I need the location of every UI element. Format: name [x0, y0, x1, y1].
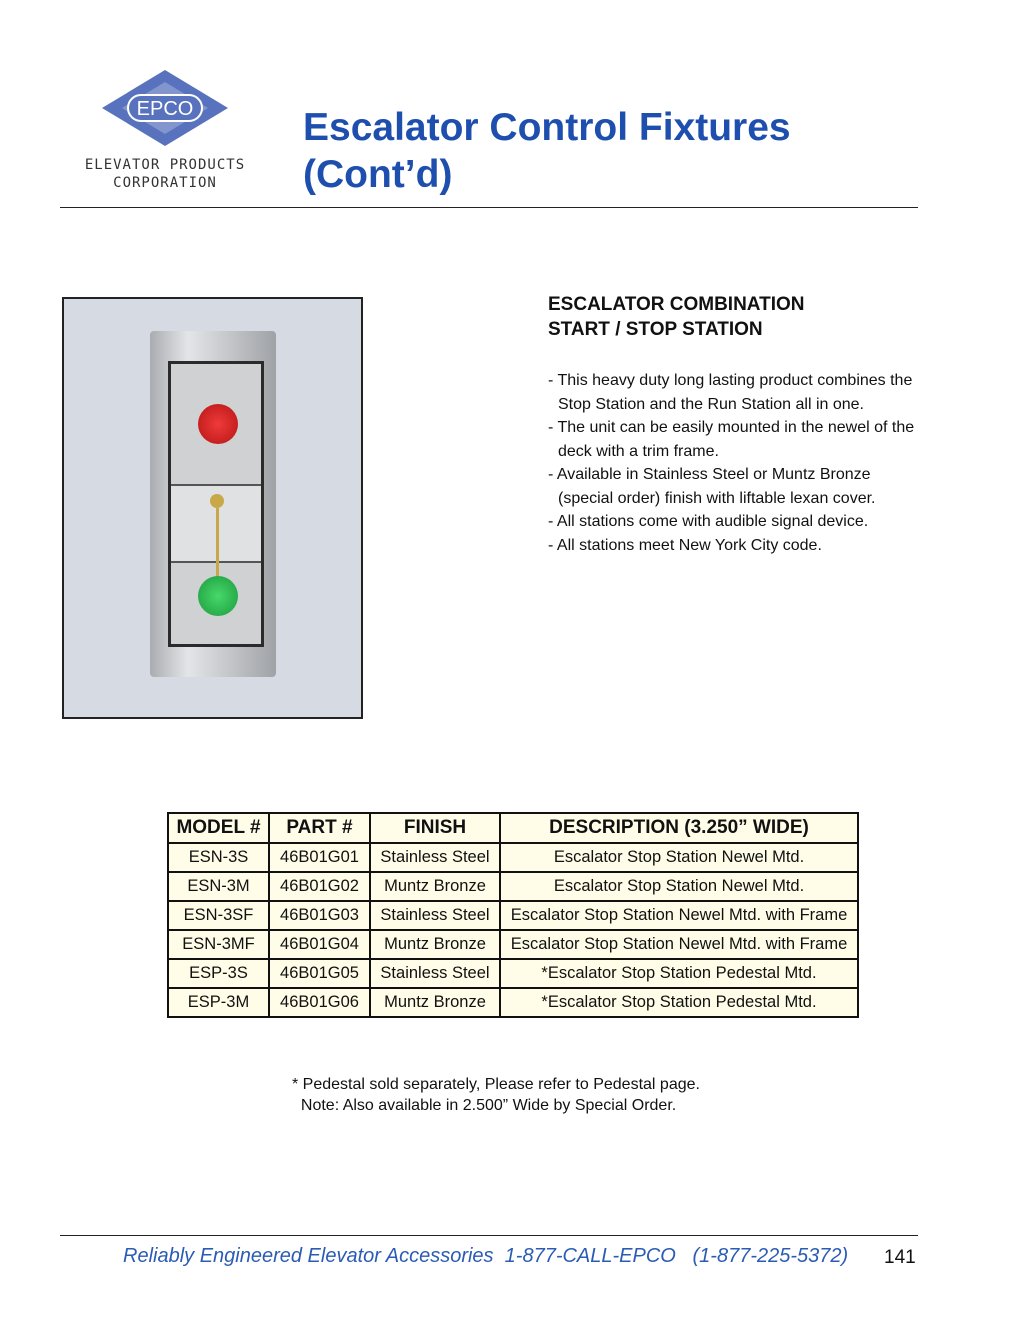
table-row: [168, 872, 858, 901]
footer-divider: [60, 1235, 918, 1236]
table-row: [168, 988, 858, 1017]
footnote: [292, 1074, 700, 1116]
table-row: [168, 930, 858, 959]
logo-line1: ELEVATOR PRODUCTS: [84, 157, 246, 173]
start-button: [198, 576, 238, 616]
epco-diamond-icon: [100, 68, 230, 148]
cell-finish: Stainless Steel: [370, 843, 500, 872]
cell-description: *Escalator Stop Station Pedestal Mtd.: [500, 988, 858, 1017]
footnote-line1: * Pedestal sold separately, Please refer to Pedestal page.: [292, 1076, 700, 1093]
header-divider: [60, 207, 918, 208]
product-photo: [62, 297, 363, 719]
header-description: DESCRIPTION (3.250” WIDE): [500, 813, 858, 843]
key-icon: [210, 494, 224, 508]
header-part: PART #: [269, 813, 370, 843]
footnote-line2: Note: Also available in 2.500” Wide by Special Order.: [292, 1097, 677, 1114]
cell-model: ESP-3S: [168, 959, 269, 988]
feature-item: - Available in Stainless Steel or Muntz Bronze (special order) finish with liftable lexan cover.: [548, 466, 876, 507]
cell-finish: Muntz Bronze: [370, 930, 500, 959]
faceplate: [150, 331, 276, 677]
page-title: [303, 104, 791, 198]
cell-description: Escalator Stop Station Newel Mtd. with Frame: [500, 901, 858, 930]
control-window: [168, 361, 264, 647]
feature-item: - This heavy duty long lasting product combines the Stop Station and the Run Station all in one.: [548, 372, 913, 413]
footer-tagline: Reliably Engineered Elevator Accessories 1-877-CALL-EPCO (1-877-225-5372): [123, 1245, 849, 1267]
cell-part: 46B01G01: [269, 843, 370, 872]
table-row: [168, 901, 858, 930]
heading-line1: ESCALATOR COMBINATION: [548, 294, 805, 315]
feature-item: - All stations come with audible signal device.: [548, 513, 869, 530]
cell-description: Escalator Stop Station Newel Mtd.: [500, 872, 858, 901]
cell-part: 46B01G06: [269, 988, 370, 1017]
heading-line2: START / STOP STATION: [548, 319, 763, 340]
cell-part: 46B01G05: [269, 959, 370, 988]
title-line2: (Cont’d): [303, 153, 453, 196]
cell-model: ESN-3S: [168, 843, 269, 872]
svg-text:EPCO: EPCO: [136, 98, 194, 120]
title-line1: Escalator Control Fixtures: [303, 106, 791, 149]
cell-model: ESN-3SF: [168, 901, 269, 930]
cell-description: *Escalator Stop Station Pedestal Mtd.: [500, 959, 858, 988]
table-row: [168, 843, 858, 872]
cell-finish: Muntz Bronze: [370, 988, 500, 1017]
cell-part: 46B01G03: [269, 901, 370, 930]
key-shaft: [216, 508, 219, 578]
feature-list: [548, 369, 918, 557]
cell-model: ESN-3M: [168, 872, 269, 901]
cell-description: Escalator Stop Station Newel Mtd. with Frame: [500, 930, 858, 959]
table-header-row: [168, 813, 858, 843]
feature-item: - The unit can be easily mounted in the newel of the deck with a trim frame.: [548, 419, 915, 460]
logo-line2: CORPORATION: [113, 175, 217, 191]
product-heading: [548, 292, 805, 342]
page-number: 141: [884, 1247, 916, 1268]
parts-table: [167, 812, 859, 1018]
cell-part: 46B01G02: [269, 872, 370, 901]
cell-part: 46B01G04: [269, 930, 370, 959]
cell-finish: Stainless Steel: [370, 959, 500, 988]
table-row: [168, 959, 858, 988]
epco-logo: [60, 68, 270, 198]
feature-item: - All stations meet New York City code.: [548, 536, 822, 554]
cell-description: Escalator Stop Station Newel Mtd.: [500, 843, 858, 872]
stop-button: [198, 404, 238, 444]
header-finish: FINISH: [370, 813, 500, 843]
cell-finish: Stainless Steel: [370, 901, 500, 930]
header-model: MODEL #: [168, 813, 269, 843]
cell-finish: Muntz Bronze: [370, 872, 500, 901]
cell-model: ESP-3M: [168, 988, 269, 1017]
cell-model: ESN-3MF: [168, 930, 269, 959]
